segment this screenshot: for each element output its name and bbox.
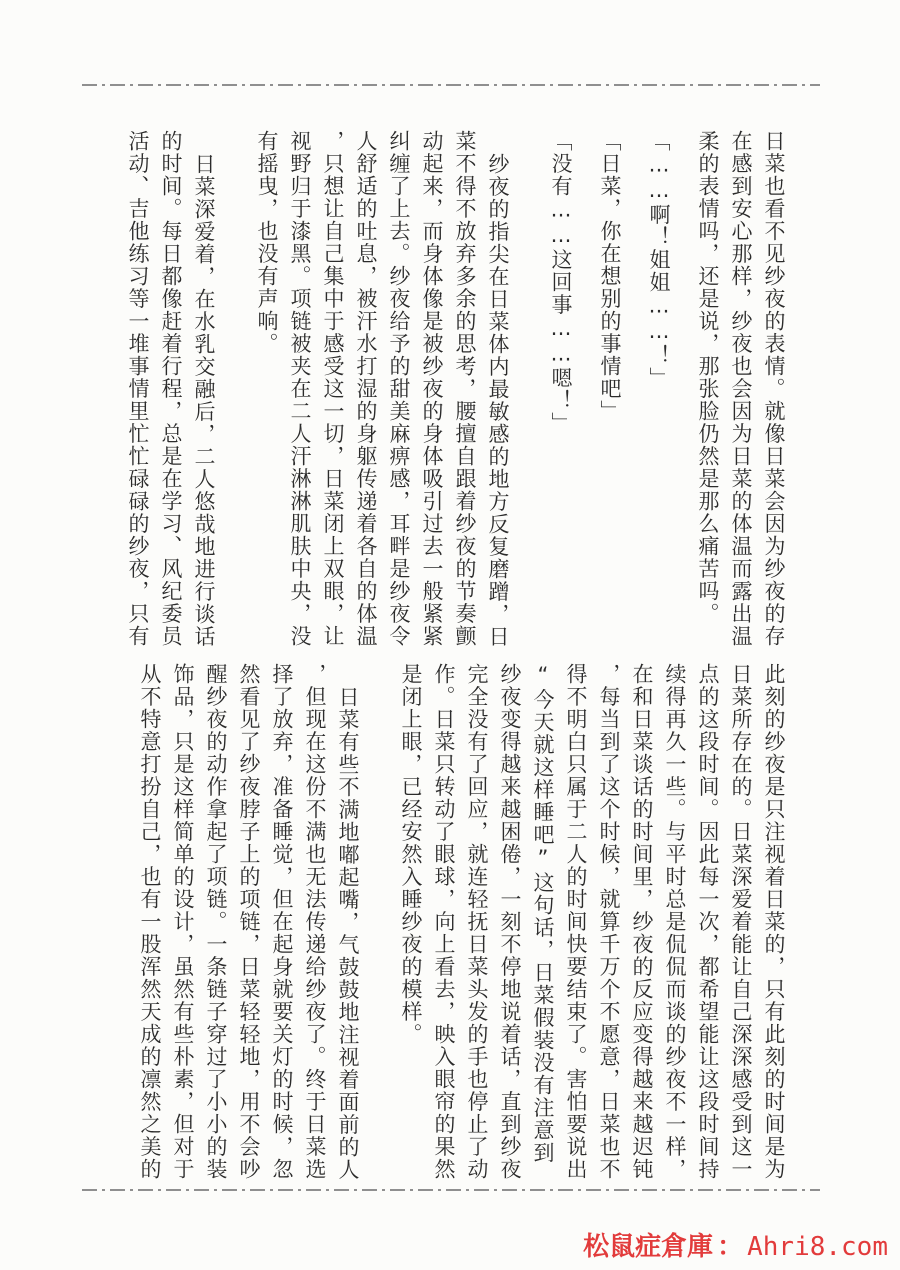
paragraph-narration: 日菜深爱着，在水乳交融后，二人悠哉地进行谈话的时间。每日都像赶着行程，总是在学习、风纪委员活动、吉他练习等一堆事情里忙忙碌碌的纱夜，只有 xyxy=(126,130,216,648)
top-text-block xyxy=(121,130,790,652)
dialogue-line: 「……啊！姐姐……！」 xyxy=(647,130,671,390)
top-page-divider xyxy=(82,84,820,86)
paragraph-narration: 日菜也看不见纱夜的表情。就像日菜会因为纱夜的存在感到安心那样，纱夜也会因为日菜的体温而露出温柔的表情吗，还是说，那张脸仍然是那么痛苦吗。 xyxy=(696,130,786,648)
watermark-site-link[interactable]: Ahri8.com xyxy=(747,1232,888,1262)
paragraph-narration: 日菜有些不满地嘟起嘴，气鼓鼓地注视着面前的人，但现在这份不满也无法传递给纱夜了。终于日菜选择了放弃，准备睡觉，但在起身就要关灯的时候，忽然看见了纱夜脖子上的项链，日菜轻轻地，用不会吵醒纱夜的动作拿起了项链。一条链子穿过了小小的装饰品，只是这样简单的设计，虽然有些朴素，但对于从不特意打扮自己，也有一股浑然天成的凛然之美的 xyxy=(138,663,360,1181)
watermark xyxy=(583,1226,888,1263)
dialogue-line: 「日菜，你在想别的事情吧」 xyxy=(598,130,622,423)
watermark-label: 松鼠症倉庫 xyxy=(583,1232,714,1262)
bottom-text-block xyxy=(133,663,790,1185)
dialogue-line: 「没有……这回事……嗯！」 xyxy=(549,130,573,435)
paragraph-narration: 纱夜的指尖在日菜体内最敏感的地方反复磨蹭，日菜不得不放弃多余的思考，腰擅自跟着纱夜的节奏颤动起来，而身体像是被纱夜的身体吸引过去一般紧紧纠缠了上去。纱夜给予的甜美麻痹感，耳畔是纱夜令人舒适的吐息，被汗水打湿的身躯传递着各自的体温，只想让自己集中于感受这一切，日菜闭上双眼，让视野归于漆黑。项链被夹在二人汗淋淋肌肤中央，没有摇曳，也没有声响。 xyxy=(255,130,510,648)
paragraph-narration: 此刻的纱夜是只注视着日菜的，只有此刻的时间是为日菜所存在的。日菜深爱着能让自己深深感受到这一点的这段时间。因此每一次，都希望能让这段时间持续得再久一些。与平时总是侃侃而谈的纱夜不一样，在和日菜谈话的时间里，纱夜的反应变得越来越迟钝，每当到了这个时候，就算千万个不愿意，日菜也不得不明白只属于二人的时间快要结束了。害怕要说出“今天就这样睡吧”这句话，日菜假装没有注意到纱夜变得越来越困倦，一刻不停地说着话，直到纱夜完全没有了回应，就连轻抚日菜头发的手也停止了动作。日菜只转动了眼球，向上看去，映入眼帘的果然是闭上眼，已经安然入睡纱夜的模样。 xyxy=(399,663,786,1181)
watermark-separator: ： xyxy=(717,1232,744,1262)
bottom-page-divider xyxy=(82,1189,820,1191)
